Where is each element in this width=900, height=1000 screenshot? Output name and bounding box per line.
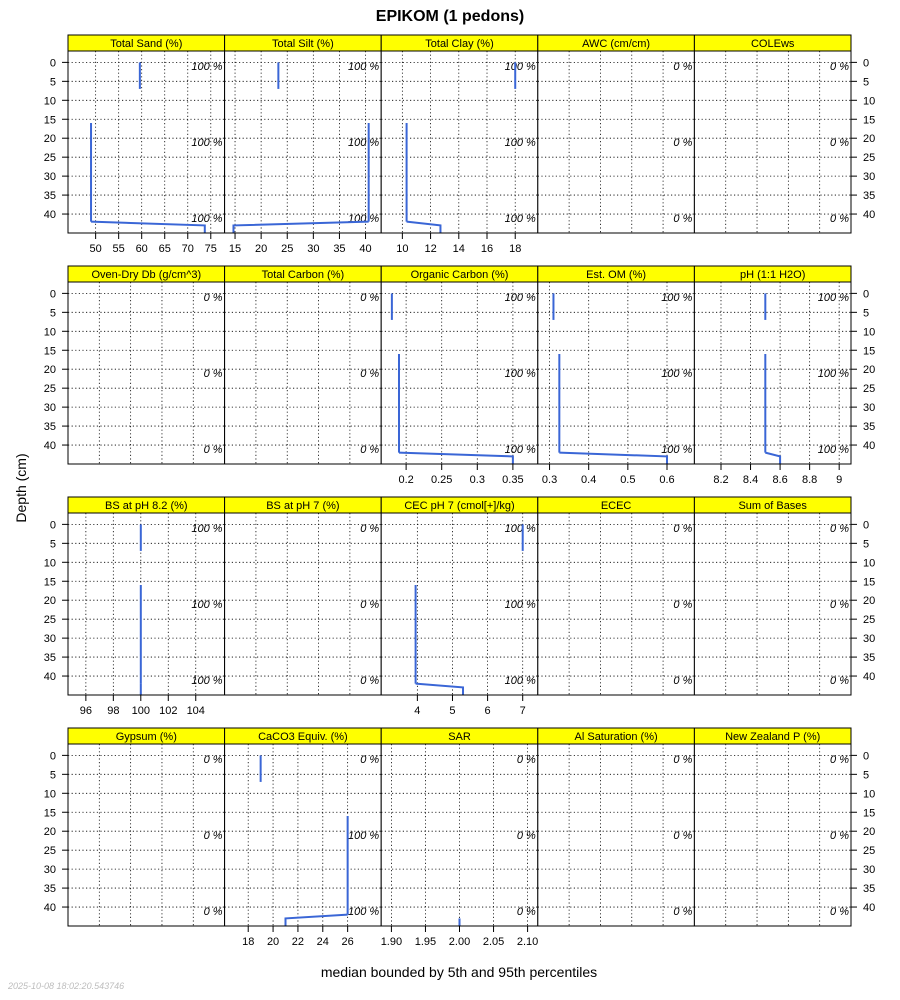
x-tick-label: 15 (228, 243, 242, 255)
y-tick-label-right: 20 (863, 364, 876, 377)
y-tick-label-right: 10 (863, 788, 876, 801)
y-tick-label-left: 0 (49, 750, 56, 763)
panel-background (694, 51, 851, 233)
coverage-label: 100 % (661, 443, 693, 456)
coverage-label: 0 % (516, 905, 536, 918)
coverage-label: 0 % (673, 523, 693, 536)
panel-background (694, 744, 851, 926)
x-tick-label: 7 (519, 705, 526, 717)
panel-strip-label: Al Saturation (%) (574, 731, 658, 743)
x-tick-label: 50 (89, 243, 102, 255)
panel-strip-label: BS at pH 7 (%) (266, 500, 340, 512)
panel-background (225, 282, 382, 464)
y-tick-label-left: 10 (43, 788, 56, 801)
y-tick-label-right: 10 (863, 95, 876, 108)
coverage-label: 100 % (504, 137, 536, 149)
y-tick-label-right: 30 (863, 171, 876, 184)
coverage-label: 0 % (360, 443, 380, 456)
x-tick-label: 65 (158, 243, 171, 255)
y-tick-label-right: 30 (863, 633, 876, 646)
x-tick-label: 2.10 (516, 936, 539, 948)
y-tick-label-right: 20 (863, 133, 876, 146)
panel-background (694, 513, 851, 695)
y-tick-label-right: 30 (863, 864, 876, 877)
panel-strip-label: Total Clay (%) (425, 38, 494, 50)
panel-background (538, 51, 695, 233)
x-tick-label: 0.2 (398, 474, 414, 486)
y-tick-label-left: 20 (43, 595, 56, 608)
panel-organic-carbon (381, 266, 538, 486)
x-tick-label: 0.35 (502, 474, 524, 486)
panel-strip-label: BS at pH 8.2 (%) (105, 500, 188, 512)
panel-sum-of-bases (694, 497, 851, 695)
y-tick-label-left: 10 (43, 326, 56, 339)
x-tick-label: 18 (509, 243, 522, 255)
y-tick-label-right: 20 (863, 595, 876, 608)
x-tick-label: 0.4 (581, 474, 597, 486)
panel-sar (381, 728, 539, 948)
x-tick-label: 8.2 (713, 474, 729, 486)
y-tick-label-right: 15 (863, 576, 876, 589)
y-tick-label-right: 30 (863, 402, 876, 415)
x-tick-label: 0.6 (659, 474, 675, 486)
x-tick-label: 16 (480, 243, 494, 255)
panel-new-zealand-p (694, 728, 851, 926)
x-tick-label: 35 (333, 243, 346, 255)
x-tick-label: 6 (484, 705, 491, 717)
x-tick-label: 20 (266, 936, 280, 948)
y-tick-label-left: 10 (43, 95, 56, 108)
x-tick-label: 104 (186, 705, 205, 717)
coverage-label: 100 % (504, 212, 536, 225)
panel-background (538, 744, 695, 926)
x-tick-label: 1.95 (414, 936, 437, 948)
x-tick-label: 40 (359, 243, 372, 255)
coverage-label: 0 % (673, 599, 693, 611)
panel-background (68, 282, 225, 464)
coverage-label: 100 % (504, 292, 536, 305)
panel-strip-label: AWC (cm/cm) (582, 38, 651, 50)
y-tick-label-right: 40 (863, 209, 876, 222)
coverage-label: 0 % (830, 830, 849, 842)
panel-cec-ph-7-cmol-kg (381, 497, 538, 717)
y-tick-label-left: 20 (43, 133, 56, 146)
x-tick-label: 2.05 (482, 936, 505, 948)
coverage-label: 0 % (360, 754, 380, 767)
coverage-label: 100 % (191, 599, 223, 611)
coverage-label: 0 % (830, 674, 849, 687)
coverage-label: 100 % (504, 61, 536, 74)
panel-caco3-equiv (225, 728, 382, 948)
panel-est-om (538, 266, 695, 486)
coverage-label: 100 % (191, 61, 223, 74)
y-tick-label-left: 30 (43, 171, 56, 184)
coverage-label: 0 % (360, 599, 380, 611)
y-tick-label-left: 5 (49, 769, 56, 782)
coverage-label: 100 % (504, 599, 536, 611)
y-tick-label-right: 40 (863, 671, 876, 684)
y-tick-label-left: 40 (43, 902, 56, 915)
x-tick-label: 2.00 (448, 936, 471, 948)
y-tick-label-right: 25 (863, 614, 876, 627)
coverage-label: 0 % (360, 523, 380, 536)
coverage-label: 100 % (191, 212, 223, 225)
x-tick-label: 70 (181, 243, 194, 255)
y-tick-label-left: 20 (43, 826, 56, 839)
coverage-label: 0 % (516, 754, 536, 767)
y-tick-label-right: 10 (863, 326, 876, 339)
coverage-label: 0 % (830, 523, 849, 536)
coverage-label: 0 % (203, 368, 223, 380)
coverage-label: 100 % (504, 523, 536, 536)
coverage-label: 0 % (673, 674, 693, 687)
coverage-label: 0 % (830, 905, 849, 918)
chart-title: EPIKOM (1 pedons) (375, 8, 525, 25)
panel-strip-label: SAR (448, 731, 471, 743)
coverage-label: 0 % (673, 137, 693, 149)
y-tick-label-right: 0 (863, 750, 870, 763)
coverage-label: 0 % (673, 830, 693, 842)
panel-grid (44, 35, 876, 948)
panel-background (68, 744, 225, 926)
coverage-label: 0 % (830, 61, 849, 74)
x-tick-label: 24 (316, 936, 329, 948)
x-tick-label: 98 (107, 705, 120, 717)
panel-al-saturation (538, 728, 695, 926)
y-tick-label-left: 25 (43, 383, 56, 396)
x-tick-label: 0.3 (541, 474, 558, 486)
y-tick-label-left: 35 (43, 190, 56, 203)
y-tick-label-left: 15 (43, 114, 56, 127)
coverage-label: 100 % (347, 905, 380, 918)
panel-colews (694, 35, 851, 233)
x-tick-label: 0.25 (430, 474, 453, 486)
coverage-label: 0 % (673, 905, 693, 918)
x-tick-label: 100 (131, 705, 150, 717)
coverage-label: 100 % (191, 674, 223, 687)
panel-strip-label: Total Carbon (%) (261, 269, 345, 281)
y-tick-label-right: 25 (863, 383, 876, 396)
coverage-label: 100 % (661, 292, 693, 305)
coverage-label: 0 % (830, 754, 849, 767)
y-tick-label-left: 20 (43, 364, 56, 377)
coverage-label: 0 % (203, 830, 223, 842)
panel-oven-dry-db-g-cm-3 (68, 266, 225, 464)
panel-strip-label: CaCO3 Equiv. (%) (258, 731, 348, 743)
y-tick-label-right: 0 (863, 57, 870, 70)
x-tick-label: 26 (341, 936, 354, 948)
y-tick-label-right: 25 (863, 152, 876, 165)
x-tick-label: 102 (159, 705, 178, 717)
panel-bs-at-ph-8-2 (68, 497, 225, 717)
x-tick-label: 18 (242, 936, 255, 948)
coverage-label: 100 % (347, 137, 380, 149)
coverage-label: 0 % (673, 212, 693, 225)
coverage-label: 100 % (191, 137, 223, 149)
y-tick-label-right: 25 (863, 845, 876, 858)
y-tick-label-right: 0 (863, 519, 870, 532)
y-tick-label-left: 35 (43, 883, 56, 896)
panel-strip-label: Est. OM (%) (586, 269, 647, 281)
coverage-label: 100 % (817, 443, 849, 456)
panel-ph-1-1-h2o (694, 266, 851, 486)
y-tick-label-right: 35 (863, 421, 876, 434)
y-tick-label-right: 5 (863, 307, 870, 320)
y-tick-label-right: 5 (863, 538, 870, 551)
panel-awc-cm-cm (538, 35, 695, 233)
x-tick-label: 8.6 (772, 474, 788, 486)
coverage-label: 0 % (203, 754, 223, 767)
y-tick-label-left: 5 (49, 538, 56, 551)
y-tick-label-left: 10 (43, 557, 56, 570)
x-tick-label: 1.90 (380, 936, 403, 948)
coverage-label: 0 % (203, 443, 223, 456)
panel-background (538, 513, 695, 695)
y-tick-label-left: 15 (43, 576, 56, 589)
y-tick-label-left: 5 (49, 76, 56, 89)
y-tick-label-right: 0 (863, 288, 870, 301)
x-axis-label: median bounded by 5th and 95th percentiles (320, 964, 598, 980)
y-tick-label-left: 30 (43, 864, 56, 877)
coverage-label: 0 % (673, 754, 693, 767)
panel-total-clay (381, 35, 538, 255)
y-tick-label-left: 35 (43, 421, 56, 434)
coverage-label: 0 % (203, 292, 223, 305)
x-tick-label: 96 (79, 705, 92, 717)
panel-gypsum (68, 728, 225, 926)
coverage-label: 0 % (516, 830, 536, 842)
y-tick-label-left: 40 (43, 440, 56, 453)
panel-total-silt (225, 35, 382, 255)
x-tick-label: 8.8 (801, 474, 818, 486)
x-tick-label: 8.4 (742, 474, 759, 486)
y-tick-label-left: 25 (43, 152, 56, 165)
y-tick-label-right: 20 (863, 826, 876, 839)
x-tick-label: 60 (135, 243, 148, 255)
panel-strip-label: pH (1:1 H2O) (739, 269, 806, 281)
y-tick-label-left: 40 (43, 671, 56, 684)
panel-strip-label: New Zealand P (%) (725, 731, 821, 743)
coverage-label: 0 % (830, 599, 849, 611)
panel-strip-label: Organic Carbon (%) (410, 269, 509, 281)
panel-strip-label: ECEC (600, 500, 632, 512)
y-tick-label-left: 30 (43, 633, 56, 646)
x-tick-label: 20 (255, 243, 268, 255)
coverage-label: 100 % (504, 674, 536, 687)
y-tick-label-left: 0 (49, 519, 56, 532)
coverage-label: 100 % (347, 61, 380, 74)
x-tick-label: 25 (281, 243, 294, 255)
y-tick-label-right: 40 (863, 902, 876, 915)
x-tick-label: 4 (414, 705, 421, 717)
coverage-label: 100 % (817, 292, 849, 305)
coverage-label: 100 % (817, 368, 849, 380)
x-tick-label: 9 (836, 474, 843, 486)
coverage-label: 100 % (661, 368, 693, 380)
coverage-label: 100 % (347, 830, 380, 842)
coverage-label: 0 % (360, 674, 380, 687)
panel-strip-label: Total Silt (%) (272, 38, 334, 50)
y-tick-label-left: 0 (49, 57, 56, 70)
x-tick-label: 14 (452, 243, 465, 255)
y-tick-label-right: 5 (863, 76, 870, 89)
y-tick-label-left: 25 (43, 614, 56, 627)
x-tick-label: 10 (396, 243, 409, 255)
coverage-label: 0 % (360, 292, 380, 305)
coverage-label: 100 % (347, 212, 380, 225)
panel-strip-label: CEC pH 7 (cmol[+]/kg) (404, 500, 515, 512)
x-tick-label: 12 (424, 243, 437, 255)
y-tick-label-left: 15 (43, 345, 56, 358)
panel-strip-label: Total Sand (%) (110, 38, 183, 50)
coverage-label: 100 % (504, 443, 536, 456)
coverage-label: 100 % (504, 368, 536, 380)
x-tick-label: 0.3 (469, 474, 485, 486)
y-tick-label-right: 15 (863, 345, 876, 358)
y-tick-label-left: 5 (49, 307, 56, 320)
y-tick-label-right: 15 (863, 114, 876, 127)
y-axis-label: Depth (cm) (13, 453, 29, 523)
y-tick-label-right: 35 (863, 652, 876, 665)
y-tick-label-right: 15 (863, 807, 876, 820)
y-tick-label-left: 30 (43, 402, 56, 415)
coverage-label: 100 % (191, 523, 223, 536)
y-tick-label-right: 40 (863, 440, 876, 453)
panel-strip-label: COLEws (750, 38, 795, 50)
panel-bs-at-ph-7 (225, 497, 382, 695)
panel-strip-label: Oven-Dry Db (g/cm^3) (91, 269, 202, 281)
y-tick-label-left: 35 (43, 652, 56, 665)
coverage-label: 0 % (203, 905, 223, 918)
coverage-label: 0 % (830, 137, 849, 149)
x-tick-label: 75 (204, 243, 217, 255)
coverage-label: 0 % (360, 368, 380, 380)
y-tick-label-right: 35 (863, 190, 876, 203)
x-tick-label: 0.5 (620, 474, 636, 486)
y-tick-label-left: 15 (43, 807, 56, 820)
x-tick-label: 5 (449, 705, 456, 717)
panel-ecec (538, 497, 695, 695)
timestamp: 2025-10-08 18:02:20.543746 (8, 981, 125, 991)
y-tick-label-right: 35 (863, 883, 876, 896)
y-tick-label-right: 5 (863, 769, 870, 782)
panel-strip-label: Sum of Bases (738, 500, 807, 512)
panel-strip-label: Gypsum (%) (115, 731, 177, 743)
panel-background (225, 513, 382, 695)
y-tick-label-left: 0 (49, 288, 56, 301)
y-tick-label-left: 40 (43, 209, 56, 222)
coverage-label: 0 % (830, 212, 849, 225)
coverage-label: 0 % (673, 61, 693, 74)
x-tick-label: 30 (307, 243, 320, 255)
x-tick-label: 55 (112, 243, 125, 255)
y-tick-label-right: 10 (863, 557, 876, 570)
panel-total-sand (68, 35, 225, 255)
panel-total-carbon (225, 266, 382, 464)
y-tick-label-left: 25 (43, 845, 56, 858)
x-tick-label: 22 (291, 936, 305, 948)
